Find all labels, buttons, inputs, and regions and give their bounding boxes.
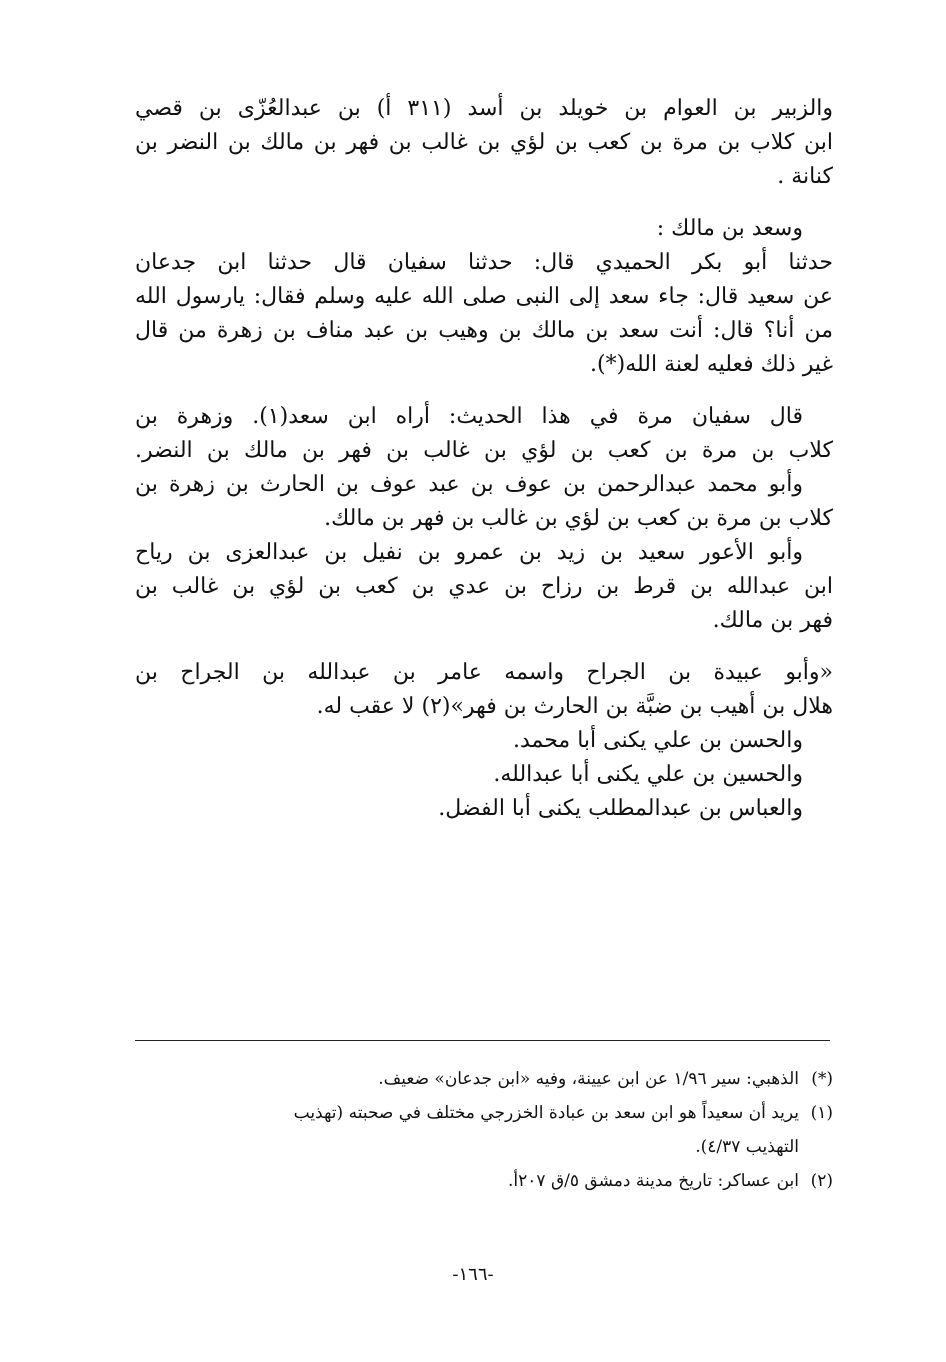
footnote-mark: (*) [811, 1069, 833, 1089]
text-line: «وأبو عبيدة بن الجراح واسمه عامر بن عبدالله بن الجراح بن [135, 660, 833, 685]
footnote [135, 1062, 833, 1096]
footnote-continuation: التهذيب ٤/٣٧). [695, 1137, 799, 1157]
text-line: والزبير بن العوام بن خويلد بن أسد (٣١١ أ) بن عبدالعُزّى بن قصي [135, 96, 833, 121]
text-line: كنانة . [777, 164, 833, 189]
text-line: عن سعيد قال: جاء سعد إلى النبى صلى الله عليه وسلم فقال: يارسول الله [135, 284, 833, 309]
page-number: -١٦٦- [452, 1264, 494, 1285]
text-line: والحسين بن علي يكنى أبا عبدالله. [493, 762, 803, 787]
text-line: كلاب بن مرة بن كعب بن لؤي بن غالب بن فهر بن مالك بن النضر. [135, 438, 833, 463]
footnote-text: ابن عساكر: تاريخ مدينة دمشق ٥/ق ٢٠٧أ. [508, 1171, 799, 1191]
text-line: قال سفيان مرة في هذا الحديث: أراه ابن سعد(١). وزهرة بن [135, 404, 803, 429]
text-line: من أنا؟ قال: أنت سعد بن مالك بن وهيب بن عبد مناف بن زهرة من قال [135, 318, 833, 343]
footnote-mark: (١) [810, 1103, 833, 1123]
text-line: والحسن بن علي يكنى أبا محمد. [512, 728, 803, 753]
footnotes [135, 1062, 833, 1198]
text-line: وأبو محمد عبدالرحمن بن عوف بن عبد عوف بن الحارث بن زهرة بن [135, 472, 803, 497]
main-text [135, 92, 833, 826]
section-heading: وسعد بن مالك : [656, 216, 803, 241]
text-line: والعباس بن عبدالمطلب يكنى أبا الفضل. [438, 796, 803, 821]
text-line: هلال بن أهيب بن ضبَّة بن الحارث بن فهر»(٢) لا عقب له. [316, 694, 833, 719]
text-line: كلاب بن مرة بن كعب بن لؤي بن غالب بن فهر بن مالك. [324, 506, 833, 531]
footnote-mark: (٢) [810, 1171, 833, 1191]
footnote-divider [135, 1040, 830, 1041]
text-line: وأبو الأعور سعيد بن زيد بن عمرو بن نفيل بن عبدالعزى بن رياح [135, 540, 803, 565]
footnote-text: يريد أن سعيداً هو ابن سعد بن عبادة الخزرجي مختلف في صحبته (تهذيب [293, 1103, 799, 1123]
text-line: غير ذلك فعليه لعنة الله(*). [590, 352, 833, 377]
text-line: فهر بن مالك. [712, 608, 833, 633]
text-line: حدثنا أبو بكر الحميدي قال: حدثنا سفيان قال حدثنا ابن جدعان [135, 250, 833, 275]
footnote [135, 1164, 833, 1198]
footnote-text: الذهبي: سير ١/٩٦ عن ابن عيينة، وفيه «ابن جدعان» ضعيف. [378, 1069, 799, 1089]
text-line: ابن كلاب بن مرة بن كعب بن لؤي بن غالب بن فهر بن مالك بن النضر بن [135, 130, 833, 155]
text-line: ابن عبدالله بن قرط بن رزاح بن عدي بن كعب بن لؤي بن غالب بن [135, 574, 833, 599]
footnote [135, 1096, 833, 1130]
